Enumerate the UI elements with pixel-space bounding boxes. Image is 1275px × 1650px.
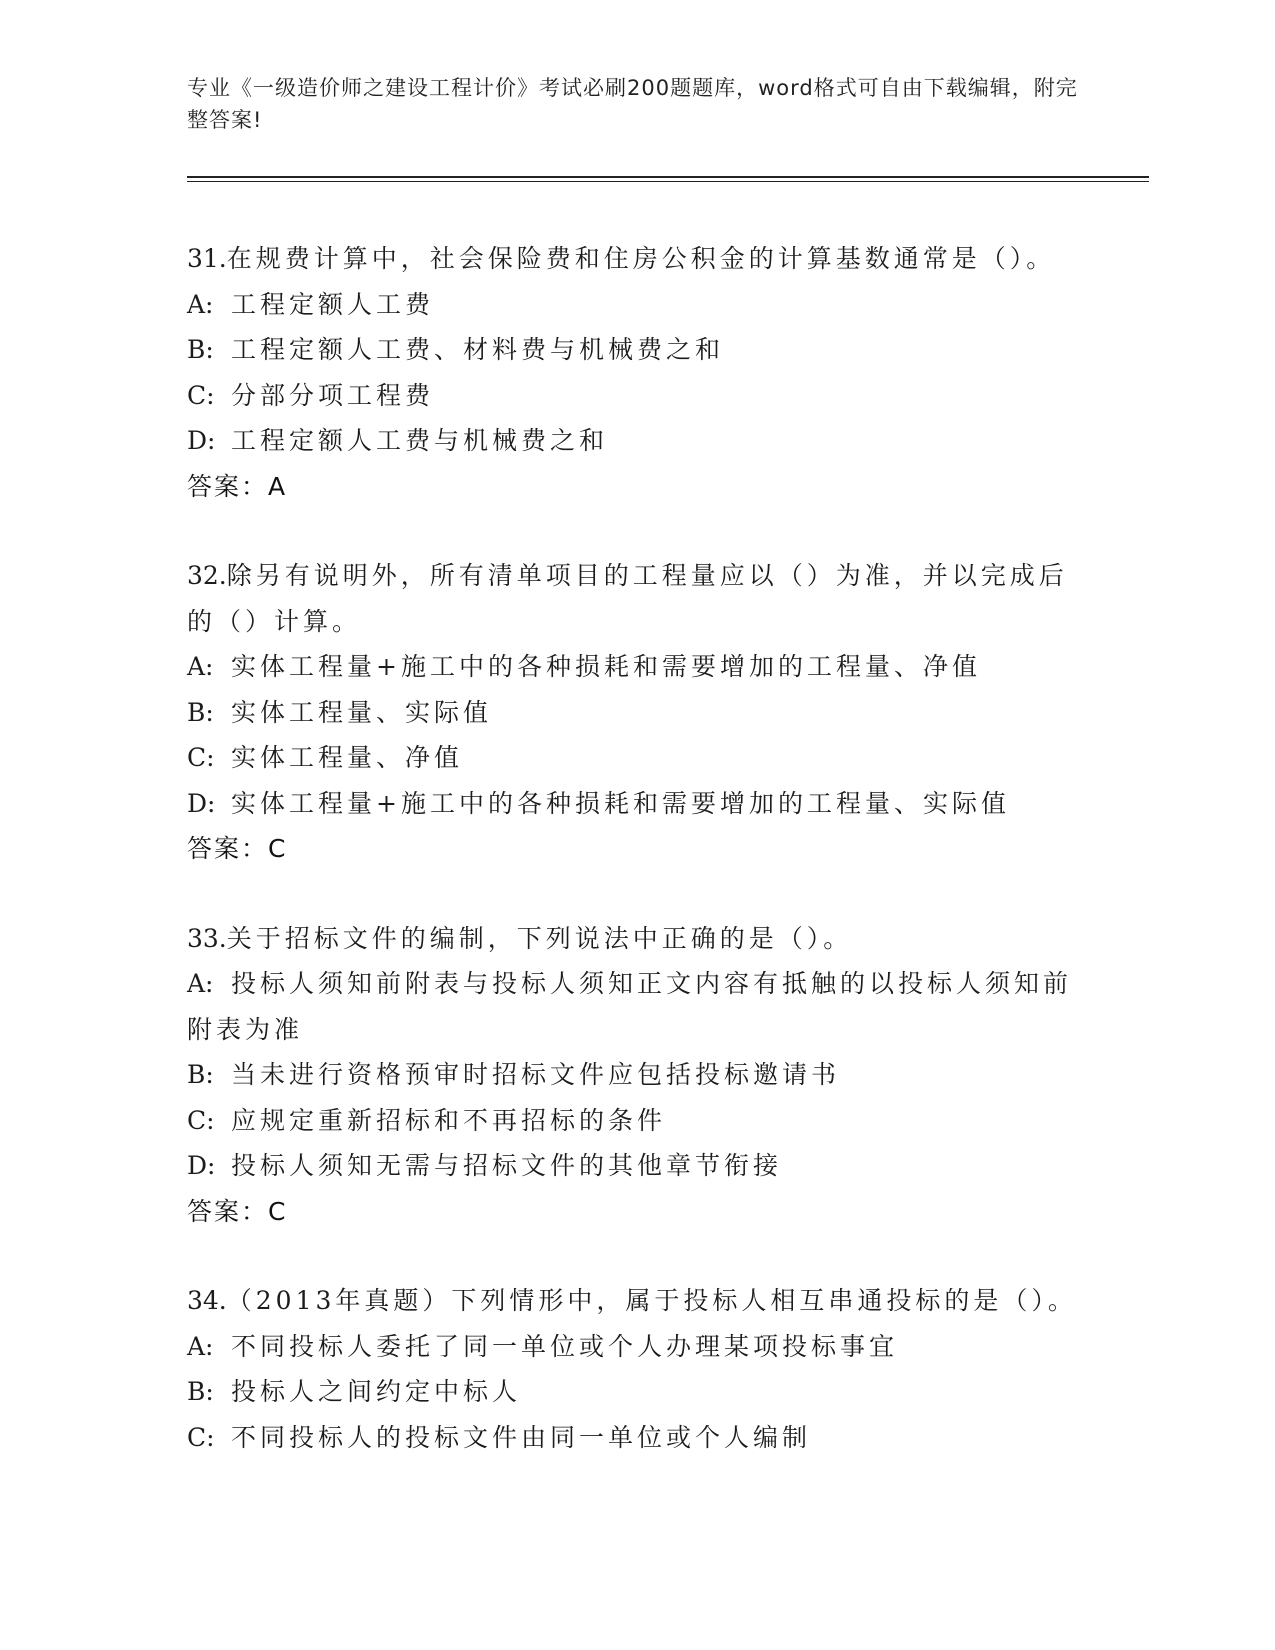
option-text: 应规定重新招标和不再招标的条件 bbox=[231, 1105, 667, 1135]
option-b bbox=[187, 1369, 1087, 1415]
question-text: 在规费计算中，社会保险费和住房公积金的计算基数通常是（）。 bbox=[226, 244, 1056, 273]
option-text: 工程定额人工费与机械费之和 bbox=[231, 426, 609, 455]
option-a bbox=[187, 644, 1087, 690]
option-key: D: bbox=[187, 426, 216, 455]
option-b bbox=[187, 690, 1087, 736]
question-31 bbox=[187, 236, 1087, 509]
option-key: C: bbox=[187, 380, 215, 410]
option-text: 不同投标人的投标文件由同一单位或个人编制 bbox=[231, 1422, 812, 1452]
document-header bbox=[187, 72, 1087, 136]
question-32 bbox=[187, 553, 1087, 872]
header-divider-thick bbox=[187, 176, 1149, 178]
question-stem bbox=[187, 1278, 1087, 1324]
question-number: 31. bbox=[187, 244, 227, 273]
question-stem bbox=[187, 236, 1087, 282]
header-text: 专业《一级造价师之建设工程计价》考试必刷200题题库，word格式可自由下载编辑，附完整答案! bbox=[187, 76, 1078, 132]
header-divider-thin bbox=[187, 181, 1149, 182]
option-key: C: bbox=[187, 1422, 215, 1452]
option-key: B: bbox=[187, 1060, 214, 1089]
answer: 答案：C bbox=[187, 1196, 288, 1226]
option-c bbox=[187, 735, 1087, 781]
option-key: C: bbox=[187, 1105, 215, 1135]
option-d bbox=[187, 781, 1087, 827]
option-c bbox=[187, 373, 1087, 419]
question-33 bbox=[187, 916, 1087, 1235]
answer: 答案：A bbox=[187, 471, 288, 501]
option-text: 实体工程量+施工中的各种损耗和需要增加的工程量、净值 bbox=[231, 652, 981, 681]
option-text: 工程定额人工费、材料费与机械费之和 bbox=[231, 335, 725, 364]
option-key: B: bbox=[187, 697, 214, 727]
question-list bbox=[187, 236, 1087, 1504]
option-text: 投标人须知无需与招标文件的其他章节衔接 bbox=[231, 1151, 783, 1180]
question-number: 33. bbox=[187, 923, 227, 953]
option-key: B: bbox=[187, 1377, 214, 1406]
option-text: 投标人之间约定中标人 bbox=[231, 1377, 522, 1406]
option-key: A: bbox=[187, 652, 214, 681]
option-text: 分部分项工程费 bbox=[231, 380, 435, 410]
question-stem bbox=[187, 553, 1087, 644]
option-key: A: bbox=[187, 969, 214, 998]
question-stem bbox=[187, 916, 1087, 962]
option-key: A: bbox=[187, 289, 214, 319]
answer: 答案：C bbox=[187, 834, 288, 863]
option-text: 不同投标人委托了同一单位或个人办理某项投标事宜 bbox=[231, 1331, 899, 1361]
option-text: 当未进行资格预审时招标文件应包括投标邀请书 bbox=[231, 1060, 841, 1089]
option-text: 实体工程量+施工中的各种损耗和需要增加的工程量、实际值 bbox=[231, 788, 1010, 818]
option-key: B: bbox=[187, 335, 214, 364]
question-text: 除另有说明外，所有清单项目的工程量应以（）为准，并以完成后的（）计算。 bbox=[187, 561, 1068, 636]
question-text: （2013年真题）下列情形中，属于投标人相互串通投标的是（）。 bbox=[226, 1286, 1077, 1315]
option-a bbox=[187, 1324, 1087, 1370]
option-key: A: bbox=[187, 1331, 214, 1361]
question-text: 关于招标文件的编制，下列说法中正确的是（）。 bbox=[226, 923, 853, 953]
option-b bbox=[187, 327, 1087, 373]
question-number: 32. bbox=[187, 561, 227, 590]
option-c bbox=[187, 1415, 1087, 1461]
question-34 bbox=[187, 1278, 1087, 1460]
option-d bbox=[187, 1143, 1087, 1189]
option-a bbox=[187, 282, 1087, 328]
option-b bbox=[187, 1052, 1087, 1098]
option-d bbox=[187, 418, 1087, 464]
option-c bbox=[187, 1098, 1087, 1144]
option-key: C: bbox=[187, 743, 215, 772]
option-a bbox=[187, 961, 1087, 1052]
option-text: 工程定额人工费 bbox=[231, 289, 435, 319]
question-number: 34. bbox=[187, 1286, 227, 1315]
option-key: D: bbox=[187, 788, 216, 818]
option-text: 实体工程量、净值 bbox=[231, 743, 464, 772]
option-text: 实体工程量、实际值 bbox=[231, 697, 493, 727]
option-key: D: bbox=[187, 1151, 216, 1180]
option-text: 投标人须知前附表与投标人须知正文内容有抵触的以投标人须知前附表为准 bbox=[187, 969, 1073, 1044]
